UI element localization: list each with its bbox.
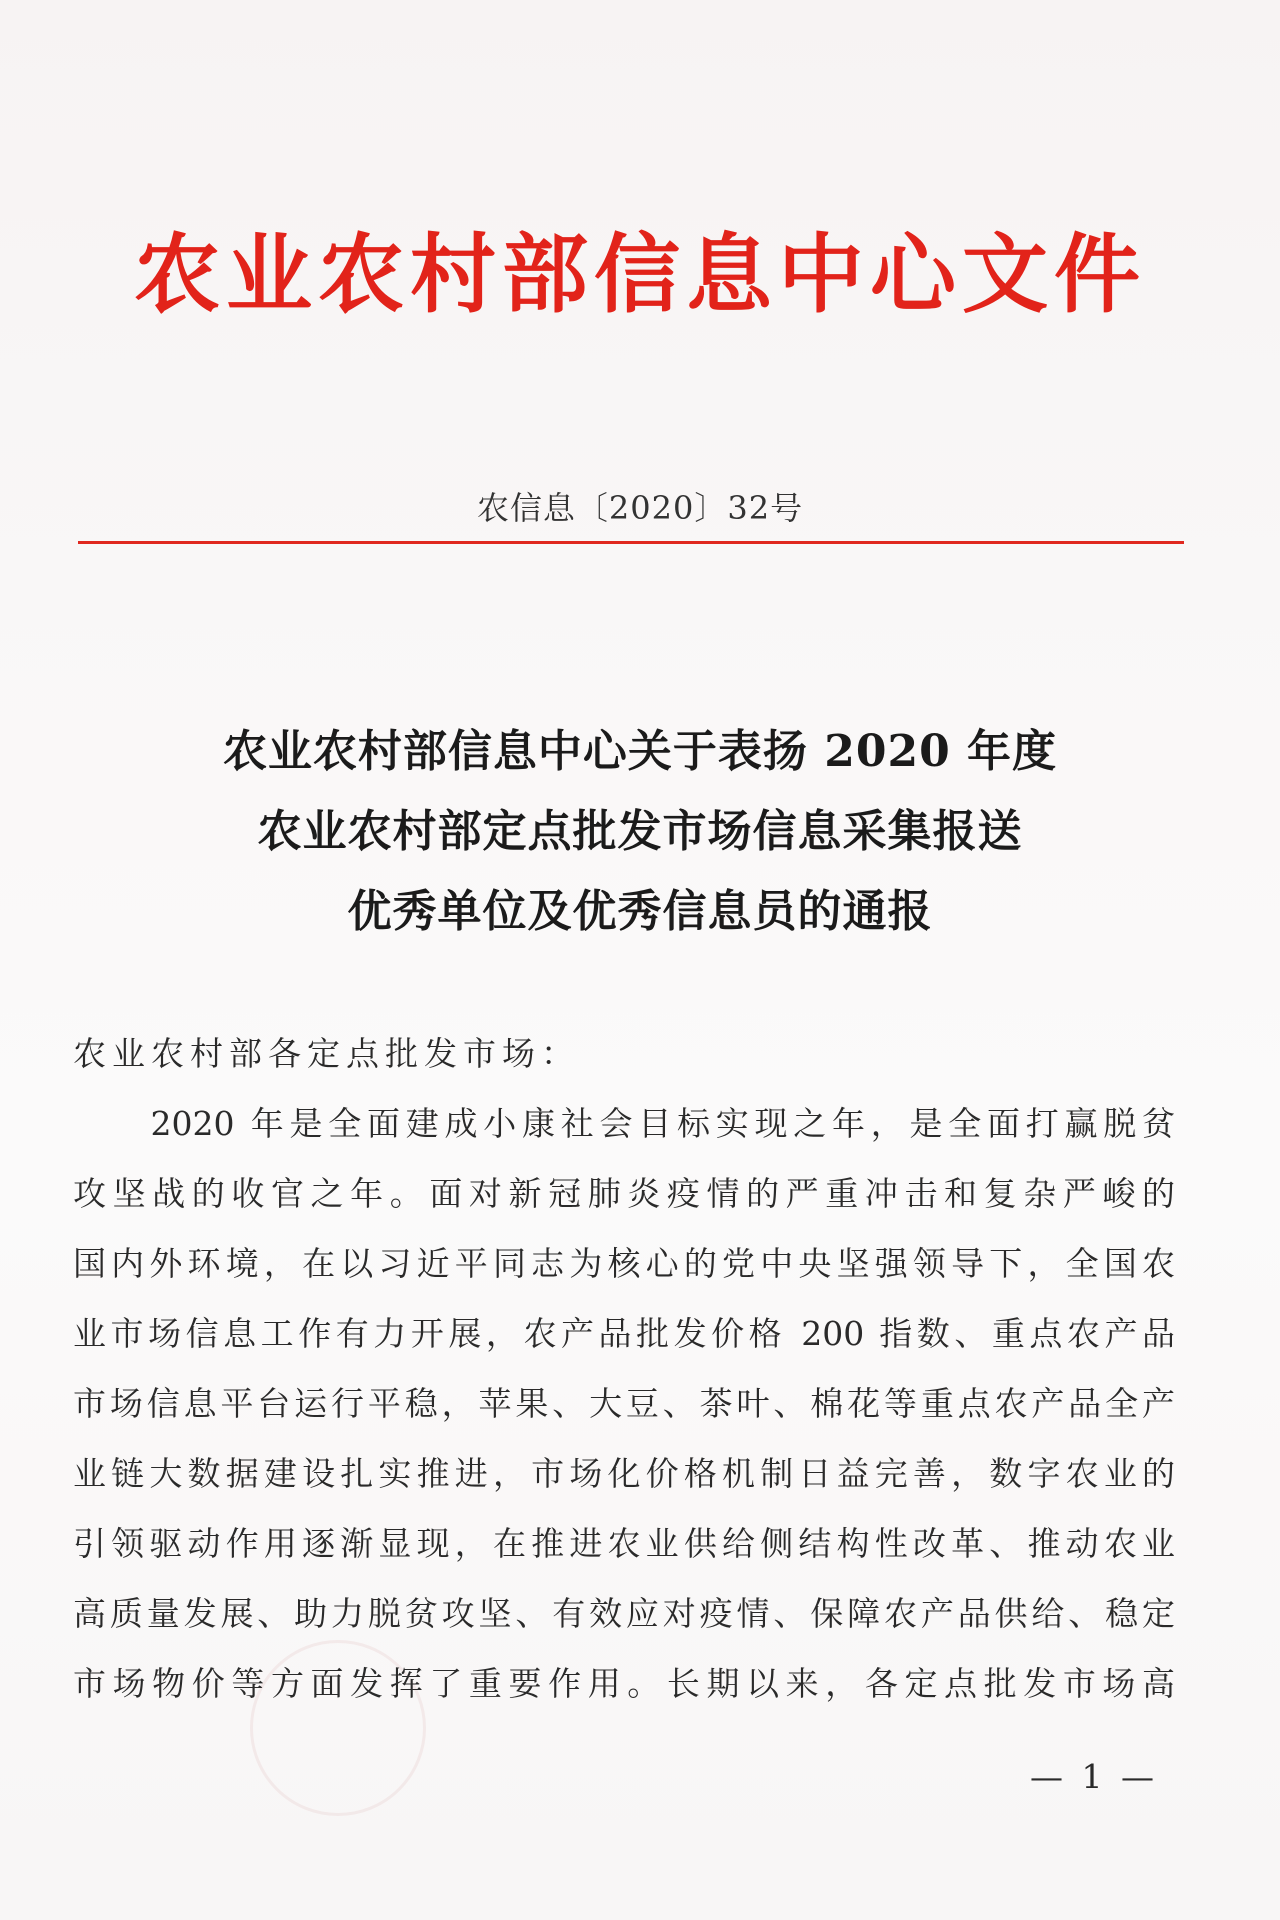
salutation: 农业农村部各定点批发市场： <box>73 1034 580 1073</box>
body-line: 业链大数据建设扎实推进，市场化价格机制日益完善，数字农业的 <box>73 1454 1175 1493</box>
body-line: 市场信息平台运行平稳，苹果、大豆、茶叶、棉花等重点农产品全产 <box>73 1384 1175 1423</box>
document-masthead: 农业农村部信息中心文件 <box>134 224 1146 325</box>
body-line: 攻坚战的收官之年。面对新冠肺炎疫情的严重冲击和复杂严峻的 <box>73 1174 1175 1213</box>
page-number: — 1 — <box>1030 1757 1158 1796</box>
body-line: 2020 年是全面建成小康社会目标实现之年，是全面打赢脱贫 <box>73 1104 1175 1143</box>
body-line: 引领驱动作用逐渐显现，在推进农业供给侧结构性改革、推动农业 <box>73 1524 1175 1563</box>
body-line: 市场物价等方面发挥了重要作用。长期以来，各定点批发市场高 <box>73 1664 1175 1703</box>
document-title <box>0 712 1280 952</box>
document-number: 农信息〔2020〕32号 <box>476 489 804 527</box>
body-line: 国内外环境，在以习近平同志为核心的党中央坚强领导下，全国农 <box>73 1244 1175 1283</box>
title-line: 农业农村部定点批发市场信息采集报送 <box>257 806 1023 857</box>
body-line: 业市场信息工作有力开展，农产品批发价格 200 指数、重点农产品 <box>73 1314 1175 1353</box>
title-line: 优秀单位及优秀信息员的通报 <box>347 886 933 937</box>
red-divider-line <box>78 541 1184 544</box>
title-line: 农业农村部信息中心关于表扬 2020 年度 <box>222 726 1058 777</box>
body-line: 高质量发展、助力脱贫攻坚、有效应对疫情、保障农产品供给、稳定 <box>73 1594 1175 1633</box>
body-paragraph <box>73 1089 1175 1719</box>
